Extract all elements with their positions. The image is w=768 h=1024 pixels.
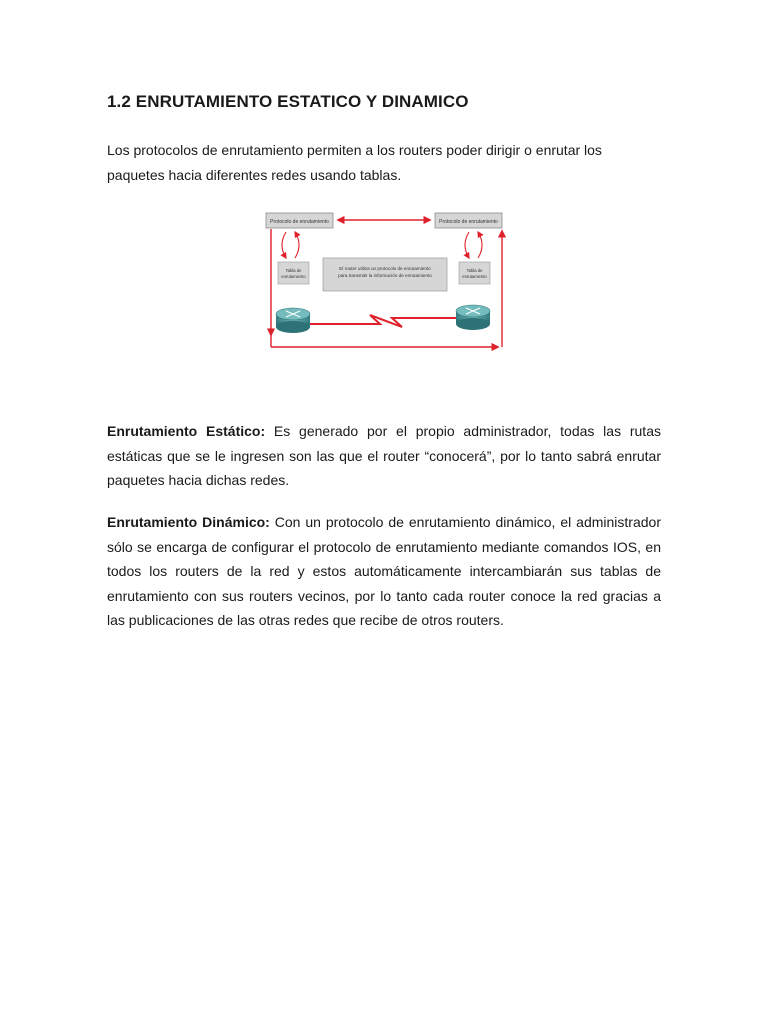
- left-update-arrow-down: [282, 232, 286, 258]
- left-table-box: [278, 262, 309, 284]
- right-protocol-label: Protocolo de enrutamiento: [439, 219, 498, 225]
- router-icon-left: [276, 308, 310, 333]
- serial-link-icon: [310, 315, 458, 327]
- left-protocol-label: Protocolo de enrutamiento: [270, 219, 329, 225]
- left-table-line1: Tabla de: [285, 268, 302, 273]
- static-routing-paragraph: [107, 419, 661, 493]
- center-info-line2: para transmitir la información de enrutamiento: [338, 273, 432, 278]
- left-update-arrow-up: [295, 232, 299, 258]
- right-table-box: [459, 262, 490, 284]
- right-table-line2: enrutamiento: [462, 274, 487, 279]
- routing-protocol-diagram: [262, 207, 508, 355]
- static-routing-text: Es generado por el propio administrador, todas las rutas estáticas que se le ingresen son las que el router “conocerá”, por lo tanto sabrá enrutar paquetes hacia dichas redes.: [107, 423, 661, 488]
- section-heading: 1.2 ENRUTAMIENTO ESTATICO Y DINAMICO: [107, 92, 469, 111]
- dynamic-routing-paragraph: [107, 510, 661, 633]
- intro-paragraph: Los protocolos de enrutamiento permiten a los routers poder dirigir o enrutar los paquetes hacia diferentes redes usando tablas.: [107, 142, 602, 183]
- dynamic-routing-label: Enrutamiento Dinámico:: [107, 514, 270, 530]
- right-update-arrow-down: [465, 232, 469, 258]
- right-update-arrow-up: [478, 232, 482, 258]
- router-icon-right: [456, 305, 490, 330]
- right-table-line1: Tabla de: [466, 268, 483, 273]
- left-table-line2: enrutamiento: [281, 274, 306, 279]
- center-info-line1: El router utiliza un protocolo de enrutamiento: [339, 266, 431, 271]
- static-routing-label: Enrutamiento Estático:: [107, 423, 266, 439]
- dynamic-routing-text: Con un protocolo de enrutamiento dinámico, el administrador sólo se encarga de configurar el protocolo de enrutamiento mediante comandos IOS, en todos los routers de la red y estos automáticamente intercambiarán sus tablas de enrutamiento con sus routers vecinos, por lo tanto cada router conoce la red gracias a las publicaciones de las otras redes que recibe de otros routers.: [107, 514, 661, 628]
